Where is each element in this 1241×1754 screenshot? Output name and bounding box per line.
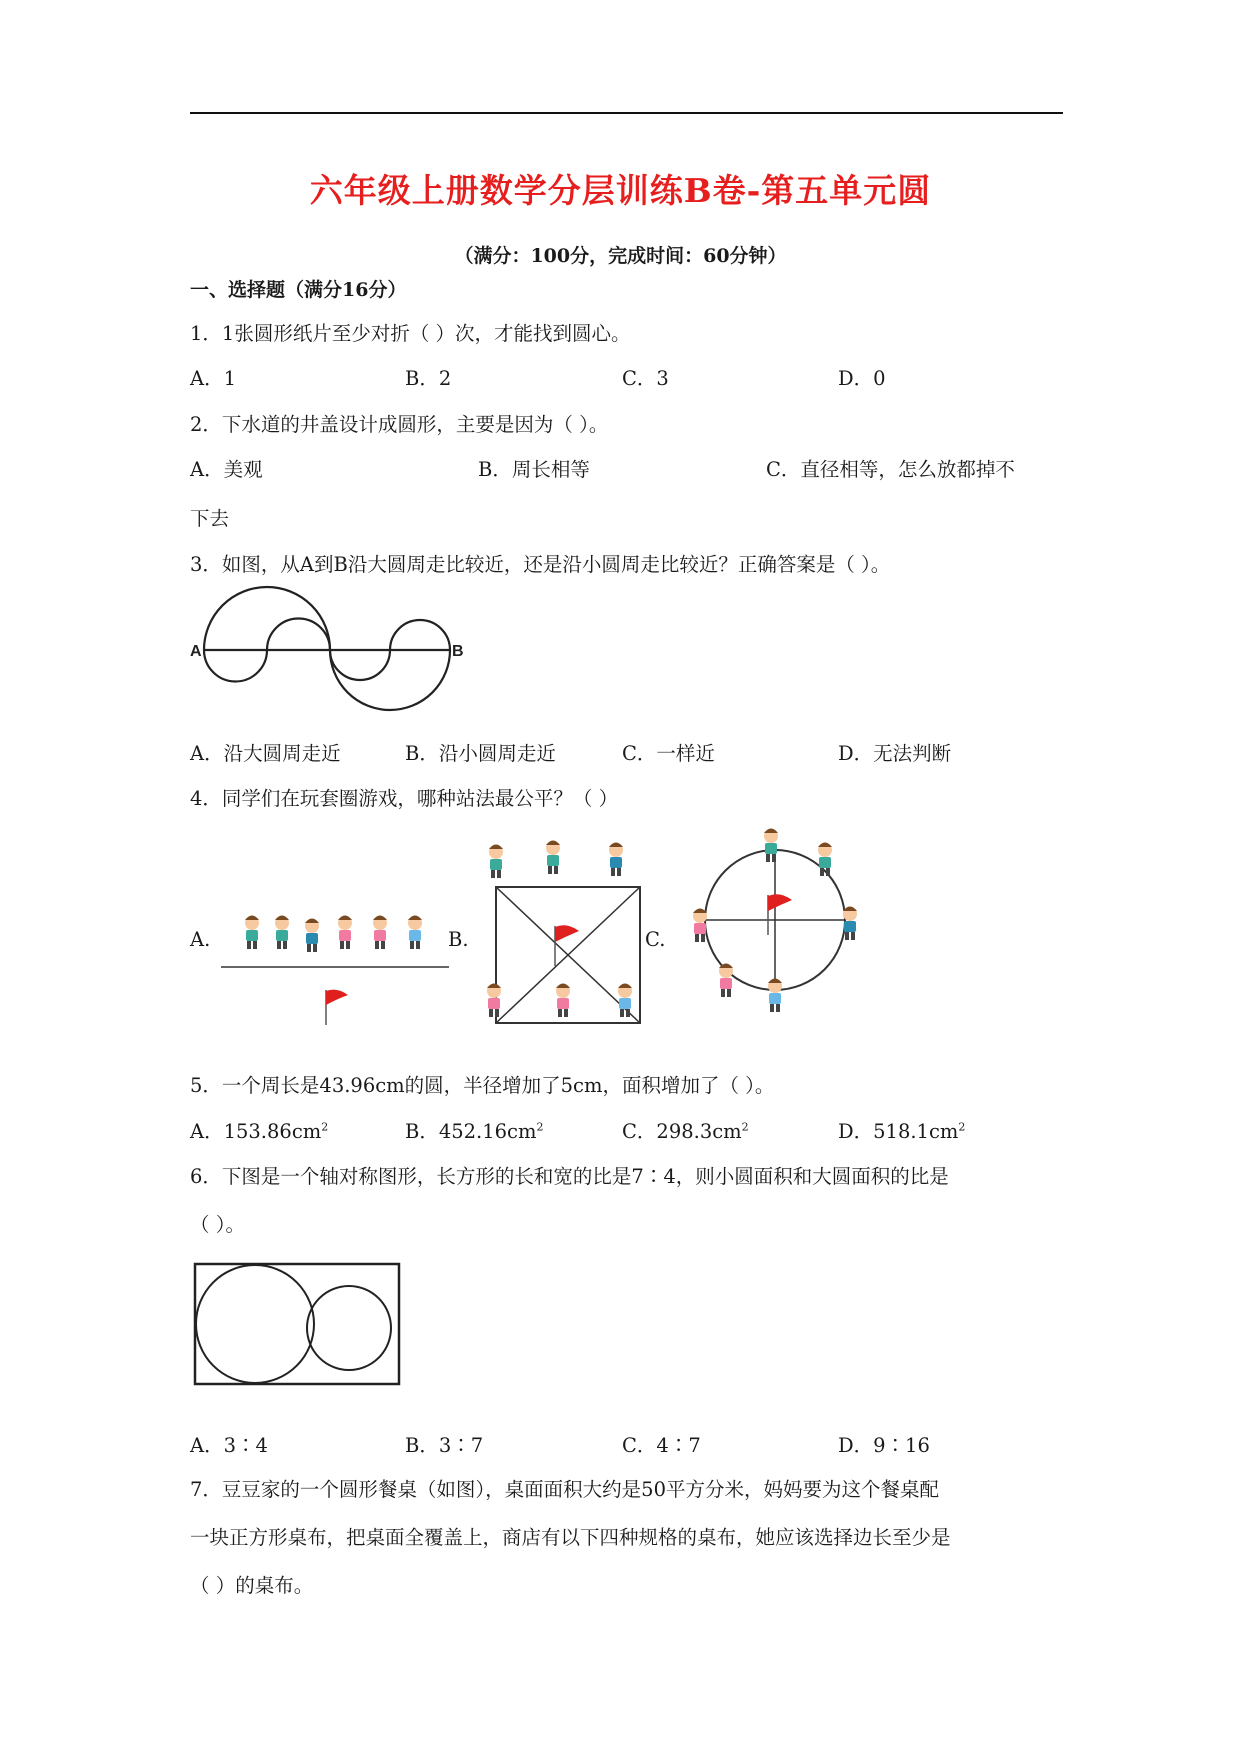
small-arc-1	[204, 650, 267, 682]
point-a-label: A	[190, 643, 202, 660]
q4-figure-a	[215, 895, 455, 1035]
question-1-stem: 1．1张圆形纸片至少对折（ ）次，才能找到圆心。	[190, 322, 631, 345]
q5-option-a-text: A．153.86cm	[190, 1120, 322, 1143]
question-7-stem: 7．豆豆家的一个圆形餐桌（如图），桌面面积大约是50平方分米，妈妈要为这个餐桌配	[190, 1478, 939, 1501]
question-2-stem: 2．下水道的井盖设计成圆形，主要是因为（ ）。	[190, 413, 609, 436]
q1-option-c[interactable]: C．3	[622, 367, 669, 390]
page-title: 六年级上册数学分层训练B卷-第五单元圆	[309, 171, 932, 210]
q5-option-a-sup: 2	[321, 1120, 329, 1134]
q5-option-a[interactable]	[190, 1116, 328, 1144]
small-arc-3	[330, 650, 390, 680]
circle-path-figure	[190, 583, 475, 713]
question-3-stem: 3．如图，从A到B沿大圆周走比较近，还是沿小圆周走比较近？正确答案是（ ）。	[190, 553, 891, 576]
question-7-line-3: （ ）的桌布。	[190, 1574, 314, 1597]
flag-icon	[326, 990, 348, 1025]
q6-option-d[interactable]: D．9∶16	[838, 1434, 930, 1457]
q5-option-b-sup: 2	[536, 1120, 544, 1134]
question-5-stem: 5．一个周长是43.96cm的圆，半径增加了5cm，面积增加了（ ）。	[190, 1074, 775, 1097]
q2-option-c[interactable]: C．直径相等，怎么放都掉不	[766, 458, 1015, 481]
small-arc-2	[267, 619, 330, 651]
q6-option-b[interactable]: B．3∶7	[405, 1434, 484, 1457]
q4-option-c[interactable]: C.	[645, 928, 666, 951]
q2-option-a[interactable]: A．美观	[190, 458, 263, 481]
q5-option-d-sup: 2	[958, 1120, 966, 1134]
q2-option-c-continuation: 下去	[190, 507, 230, 530]
q3-option-d[interactable]: D．无法判断	[838, 742, 952, 765]
header-rule	[190, 112, 1063, 114]
large-arc-2	[330, 650, 450, 710]
q3-option-c[interactable]: C．一样近	[622, 742, 715, 765]
q5-option-c-text: C．298.3cm	[622, 1120, 742, 1143]
q2-option-b[interactable]: B．周长相等	[478, 458, 590, 481]
child-icon	[546, 841, 560, 875]
q5-option-d[interactable]	[838, 1116, 965, 1144]
q5-option-c-sup: 2	[741, 1120, 749, 1134]
q5-option-c[interactable]	[622, 1116, 749, 1144]
q4-option-a[interactable]: A.	[190, 928, 211, 951]
q4-figure-c	[690, 810, 860, 1020]
child-icon	[609, 843, 623, 877]
q4-option-b[interactable]: B.	[448, 928, 469, 951]
question-4-stem: 4．同学们在玩套圈游戏，哪种站法最公平？（ ）	[190, 787, 619, 810]
q1-option-d[interactable]: D．0	[838, 367, 886, 390]
rectangle-circles-figure	[193, 1262, 401, 1386]
section-heading: 一、选择题（满分16分）	[190, 279, 407, 301]
q5-option-b[interactable]	[405, 1116, 543, 1144]
q3-option-b[interactable]: B．沿小圆周走近	[405, 742, 556, 765]
q4-figure-b	[495, 886, 641, 1026]
child-icon	[489, 845, 503, 879]
question-7-line-2: 一块正方形桌布，把桌面全覆盖上，商店有以下四种规格的桌布，她应该选择边长至少是	[190, 1526, 951, 1549]
flag-icon	[768, 894, 792, 935]
question-6-stem: 6．下图是一个轴对称图形，长方形的长和宽的比是7∶4，则小圆面积和大圆面积的比是	[190, 1165, 949, 1188]
question-6-continuation: （ ）。	[190, 1213, 245, 1236]
q1-option-a[interactable]: A．1	[190, 367, 236, 390]
q5-option-b-text: B．452.16cm	[405, 1120, 537, 1143]
q3-option-a[interactable]: A．沿大圆周走近	[190, 742, 341, 765]
score-time-note: （满分：100分，完成时间：60分钟）	[454, 245, 787, 267]
q6-option-a[interactable]: A．3∶4	[190, 1434, 268, 1457]
large-arc-1	[204, 587, 330, 650]
small-arc-4	[390, 620, 450, 650]
point-b-label: B	[452, 643, 464, 660]
q5-option-d-text: D．518.1cm	[838, 1120, 959, 1143]
q1-option-b[interactable]: B．2	[405, 367, 452, 390]
q6-option-c[interactable]: C．4∶7	[622, 1434, 701, 1457]
